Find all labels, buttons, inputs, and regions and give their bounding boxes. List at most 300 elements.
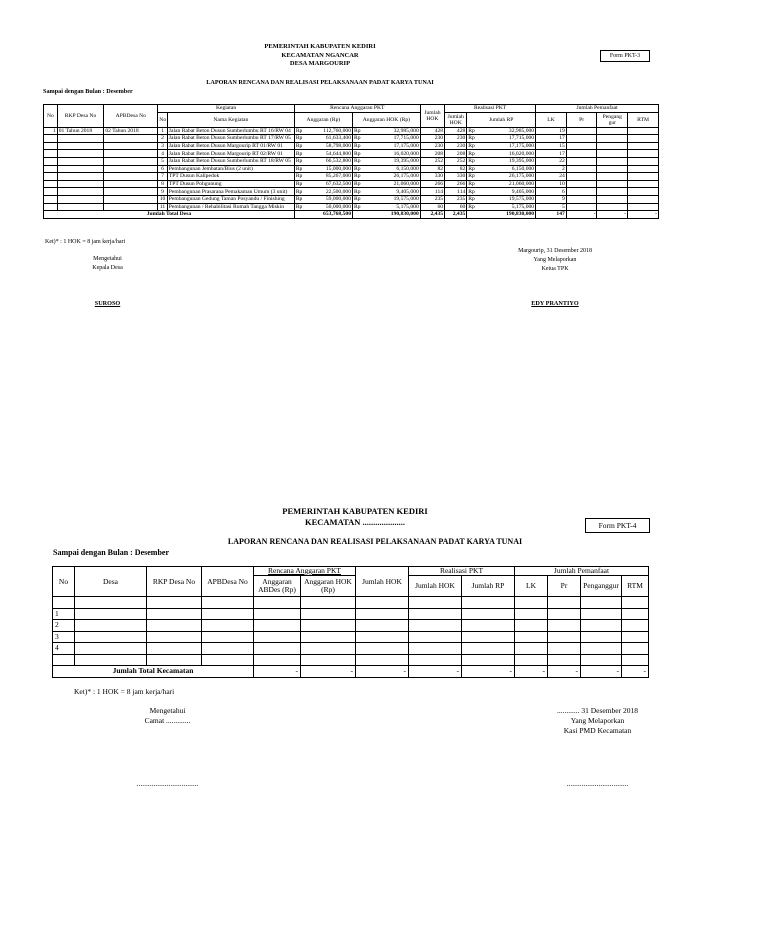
row-rtm <box>628 195 659 203</box>
col-nama: Nama Kegiatan <box>167 112 294 127</box>
row-rkp <box>57 203 104 211</box>
row-no <box>44 173 58 181</box>
col-real-hok <box>445 112 467 127</box>
row-apb <box>104 157 158 165</box>
form3-left-sign <box>65 255 150 273</box>
row-keg-no: 4 <box>158 150 168 158</box>
col-real-rp: Jumlah RP <box>462 576 515 597</box>
row-anggaran: 15,000,000 <box>306 165 353 173</box>
total-real-rp: 190,830,000 <box>478 211 535 219</box>
row-keg-no: 8 <box>158 180 168 188</box>
row-hok: 208 <box>420 150 444 158</box>
col-manfaat: Jumlah Pemanfaat <box>536 105 659 113</box>
row-currency: Rp <box>467 173 479 181</box>
total-pr: - <box>566 211 597 219</box>
row-real-rp: 19,395,000 <box>478 157 535 165</box>
row-rkp <box>57 173 104 181</box>
row-currency: Rp <box>467 135 479 143</box>
row-no <box>44 203 58 211</box>
row-anggaran: 66,532,800 <box>306 157 353 165</box>
row-currency: Rp <box>353 165 365 173</box>
total-dash: - <box>301 666 356 678</box>
table-row <box>53 631 649 643</box>
row-currency: Rp <box>294 188 306 196</box>
row-rkp <box>57 142 104 150</box>
total-dash: - <box>409 666 462 678</box>
table-row <box>53 608 649 620</box>
row-pr <box>566 203 597 211</box>
row-rtm <box>628 165 659 173</box>
row-currency: Rp <box>467 180 479 188</box>
col-lk: LK <box>536 112 567 127</box>
row-no <box>44 195 58 203</box>
row-lk: 17 <box>536 150 567 158</box>
row-penganggur <box>597 142 628 150</box>
row-penganggur <box>597 188 628 196</box>
col-manfaat: Jumlah Pemanfaat <box>515 567 649 576</box>
col-real-hok-label: Jumlah HOK <box>447 113 464 126</box>
row-pr <box>566 142 597 150</box>
col-realisasi: Realisasi PKT <box>445 105 536 113</box>
row-apb <box>104 150 158 158</box>
total-dash: - <box>462 666 515 678</box>
col-anggaran-hok-label: Anggaran HOK (Rp) <box>362 116 410 123</box>
row-anggaran: 59,000,000 <box>306 195 353 203</box>
form4-right-sign <box>540 706 655 736</box>
col-rencana: Rencana Anggaran PKT <box>294 105 420 113</box>
row-apb <box>104 135 158 143</box>
col-real-hok: Jumlah HOK <box>409 576 462 597</box>
row-currency: Rp <box>467 203 479 211</box>
form4-title: LAPORAN RENCANA DAN REALISASI PELAKSANAAN PADAT KARYA TUNAI <box>227 537 523 546</box>
row-real-hok: 428 <box>445 127 467 135</box>
form3-header-line: DESA MARGOURIP <box>289 60 351 67</box>
row-keg-no: 10 <box>159 196 166 203</box>
form4-note: Ket)* : 1 HOK = 8 jam kerja/hari <box>74 687 175 696</box>
col-desa: Desa <box>75 567 147 597</box>
row-nama: Pembangunan Jembatan/Bius (2 unit) <box>167 165 294 173</box>
row-no <box>44 180 58 188</box>
row-anggaran-hok: 9,405,000 <box>364 188 420 196</box>
row-real-rp: 21,060,000 <box>478 180 535 188</box>
row-apb <box>104 195 158 203</box>
row-nama: Pembangunan / Rehabilitasi Rumah Tangga Miskin <box>167 203 294 211</box>
row-real-hok: 208 <box>445 150 467 158</box>
row-real-hok: 330 <box>445 173 467 181</box>
right-sign-line: Margourip, 31 Desember 2018 <box>518 248 592 254</box>
table-row <box>53 597 649 609</box>
row-nama: TPT Dusun Kalipedok <box>167 173 294 181</box>
row-anggaran-hok: 6,150,000 <box>364 165 420 173</box>
row-lk: 6 <box>536 188 567 196</box>
form3-right-sign <box>500 247 610 274</box>
row-no <box>44 157 58 165</box>
row-nama: Jalan Rabat Beton Dusun Sumberlumbu RT 18/RW 05 <box>167 157 294 165</box>
form4-total-row <box>53 666 649 678</box>
table-row <box>44 142 659 150</box>
row-anggaran-hok: 5,175,000 <box>364 203 420 211</box>
form4-table <box>52 566 649 678</box>
row-lk: 9 <box>536 195 567 203</box>
row-rtm <box>628 142 659 150</box>
col-rkp: RKP Desa No <box>147 567 202 597</box>
row-real-rp: 32,985,000 <box>478 127 535 135</box>
form4-header-line: PEMERINTAH KABUPATEN KEDIRI <box>282 506 428 516</box>
col-penganggur <box>597 112 628 127</box>
row-nama: Pembangunan Prasarana Pemakaman Umum (3 unit) <box>167 188 294 196</box>
col-anggaran-hok <box>353 112 421 127</box>
row-pr <box>566 165 597 173</box>
row-rtm <box>628 150 659 158</box>
col-rkp: RKP Desa No <box>57 105 104 128</box>
table-row <box>44 173 659 181</box>
form3-total-row <box>44 211 659 219</box>
row-apb <box>104 188 158 196</box>
table-row <box>44 195 659 203</box>
row-lk: 19 <box>536 127 567 135</box>
row-rkp <box>57 135 104 143</box>
row-hok: 428 <box>420 127 444 135</box>
row-real-rp: 16,020,000 <box>478 150 535 158</box>
row-currency: Rp <box>353 135 365 143</box>
row-currency: Rp <box>353 173 365 181</box>
total-anggaran-hok: 190,830,000 <box>364 211 420 219</box>
total-anggaran: 653,768,500 <box>306 211 353 219</box>
col-lk: LK <box>515 576 548 597</box>
total-currency <box>353 211 365 219</box>
row-anggaran: 85,267,000 <box>306 173 353 181</box>
row-rtm <box>628 173 659 181</box>
form4-form-label: Form PKT-4 <box>585 518 650 533</box>
row-rtm <box>628 180 659 188</box>
row-anggaran-hok: 16,020,000 <box>364 150 420 158</box>
row-keg-no: 3 <box>158 142 168 150</box>
row-currency: Rp <box>294 195 306 203</box>
total-penganggur: - <box>597 211 628 219</box>
table-row <box>53 643 649 655</box>
row-nama: TPT Dusun Pohgunung <box>167 180 294 188</box>
row-currency: Rp <box>353 195 365 203</box>
row-hok: 252 <box>420 157 444 165</box>
row-pr <box>566 180 597 188</box>
row-keg-no: 2 <box>158 135 168 143</box>
row-pr <box>566 127 597 135</box>
row-anggaran: 50,000,000 <box>306 203 353 211</box>
row-currency: Rp <box>467 188 479 196</box>
form3-header <box>220 43 420 69</box>
row-currency: Rp <box>294 127 306 135</box>
left-sign-line: Mengetahui <box>93 256 122 262</box>
row-rkp <box>57 188 104 196</box>
col-penganggur-label: Pengang gur <box>602 113 622 126</box>
row-keg-no: 1 <box>158 127 168 135</box>
row-keg-no: 5 <box>158 157 168 165</box>
row-pr <box>566 173 597 181</box>
row-penganggur <box>597 173 628 181</box>
col-jumlah-hok <box>420 105 444 128</box>
total-hok: 2,435 <box>420 211 444 219</box>
row-rtm <box>628 203 659 211</box>
row-no <box>44 150 58 158</box>
col-ang-abdes <box>254 576 301 597</box>
row-no: 1 <box>44 127 58 135</box>
row-rtm <box>628 188 659 196</box>
col-real-rp: Jumlah RP <box>467 112 536 127</box>
row-pr <box>566 150 597 158</box>
right-sign-line: Yang Melaporkan <box>533 257 577 263</box>
row-anggaran: 22,500,000 <box>306 188 353 196</box>
left-sign-line: Kepala Desa <box>92 265 123 271</box>
col-apb: APBDesa No <box>202 567 254 597</box>
form3-note: Ket)* : 1 HOK = 8 jam kerja/hari <box>45 239 126 245</box>
row-penganggur <box>597 157 628 165</box>
row-no <box>44 188 58 196</box>
row-hok: 330 <box>420 173 444 181</box>
row-currency: Rp <box>294 142 306 150</box>
total-currency <box>467 211 479 219</box>
form3-header-line: KECAMATAN NGANCAR <box>281 51 359 59</box>
table-row <box>53 620 649 632</box>
row-anggaran-hok: 21,060,000 <box>364 180 420 188</box>
right-sign-line: Ketua TPK <box>541 266 569 272</box>
row-nama: Jalan Rabat Beton Dusun Margourip RT 02/RW 01 <box>167 150 294 158</box>
col-rencana-label: Rencana Anggaran PKT <box>268 566 341 575</box>
row-pr <box>566 135 597 143</box>
form4-header-line: KECAMATAN .................... <box>304 517 406 527</box>
form3-right-sign-name: EDY PRANTIYO <box>531 300 579 307</box>
table-row <box>44 135 659 143</box>
row-currency: Rp <box>294 203 306 211</box>
total-dash: - <box>254 666 301 678</box>
row-penganggur <box>597 165 628 173</box>
row-hok: 82 <box>420 165 444 173</box>
row-currency: Rp <box>353 180 365 188</box>
col-anggaran: Anggaran (Rp) <box>294 112 352 127</box>
row-real-rp: 19,575,000 <box>478 195 535 203</box>
form3-left-sign-name: SUROSO <box>94 300 121 307</box>
table-row <box>44 180 659 188</box>
row-penganggur <box>597 195 628 203</box>
row-real-rp: 17,175,000 <box>478 142 535 150</box>
right-sign-line: Kasi PMD Kecamatan <box>563 726 632 735</box>
row-no <box>44 165 58 173</box>
table-row <box>44 150 659 158</box>
row-keg-no: 6 <box>158 165 168 173</box>
row-apb <box>104 203 158 211</box>
row-anggaran: 112,760,000 <box>306 127 353 135</box>
total-label: Jumlah Total Desa <box>44 211 295 219</box>
row-lk: 5 <box>536 203 567 211</box>
row-nama: Jalan Rabat Beton Dusun Sumberlumbu RT 16/RW 04 <box>167 127 294 135</box>
form3-table <box>43 104 659 219</box>
row-real-hok: 266 <box>445 180 467 188</box>
row-anggaran: 54,644,800 <box>306 150 353 158</box>
left-sign-line: Mengetahui <box>149 706 186 715</box>
row-real-hok: 82 <box>445 165 467 173</box>
row-no: 3 <box>53 631 75 643</box>
form4-right-sign-dots: ................................. <box>566 779 629 788</box>
table-row <box>44 157 659 165</box>
right-sign-line: Yang Melaporkan <box>570 716 625 725</box>
form4-header <box>250 506 460 528</box>
row-real-hok: 230 <box>445 142 467 150</box>
total-currency <box>294 211 306 219</box>
col-jumlah-hok-label: Jumlah HOK <box>424 109 441 122</box>
row-anggaran-hok: 17,175,000 <box>364 142 420 150</box>
row-real-hok: 252 <box>445 157 467 165</box>
total-dash: - <box>515 666 548 678</box>
row-penganggur <box>597 180 628 188</box>
total-dash: - <box>356 666 409 678</box>
row-currency: Rp <box>294 157 306 165</box>
col-rencana <box>254 567 356 576</box>
row-real-hok: 114 <box>445 188 467 196</box>
row-hok: 266 <box>420 180 444 188</box>
total-real-hok: 2,435 <box>445 211 467 219</box>
row-currency: Rp <box>467 127 479 135</box>
row-anggaran: 61,633,400 <box>306 135 353 143</box>
row-currency: Rp <box>353 203 365 211</box>
col-kegiatan: Kegiatan <box>158 105 295 113</box>
table-row <box>44 165 659 173</box>
row-nama: Pembangunan Gedung Taman Posyandu / Finishing <box>167 195 294 203</box>
form4-period: Sampai dengan Bulan : Desember <box>53 548 170 557</box>
row-hok: 60 <box>420 203 444 211</box>
row-real-rp: 26,175,000 <box>478 173 535 181</box>
row-rkp <box>57 165 104 173</box>
row-keg-no: 9 <box>158 188 168 196</box>
table-row <box>53 654 649 666</box>
row-lk: 10 <box>536 180 567 188</box>
row-no: 2 <box>53 620 75 632</box>
total-label: Jumlah Total Kecamatan <box>53 666 254 678</box>
row-apb <box>104 142 158 150</box>
row-no <box>44 142 58 150</box>
col-keg-no: No <box>158 112 168 127</box>
row-currency: Rp <box>467 157 479 165</box>
row-real-rp: 6,150,000 <box>478 165 535 173</box>
row-pr <box>566 157 597 165</box>
row-currency: Rp <box>353 142 365 150</box>
row-currency: Rp <box>353 188 365 196</box>
row-lk: 22 <box>536 157 567 165</box>
row-real-hok: 230 <box>445 135 467 143</box>
col-apb: APBDesa No <box>104 105 158 128</box>
row-lk: 24 <box>536 173 567 181</box>
row-no <box>44 135 58 143</box>
row-rkp <box>57 195 104 203</box>
row-currency: Rp <box>294 150 306 158</box>
col-jumlah-hok: Jumlah HOK <box>356 567 409 597</box>
row-hok: 230 <box>420 142 444 150</box>
table-row <box>44 203 659 211</box>
row-lk: 15 <box>536 142 567 150</box>
form3-form-label: Form PKT-3 <box>600 50 650 62</box>
row-keg-no: 7 <box>158 173 168 181</box>
row-currency: Rp <box>353 150 365 158</box>
form4-left-sign-dots: ................................. <box>136 779 199 788</box>
row-anggaran: 58,798,000 <box>306 142 353 150</box>
row-rtm <box>628 127 659 135</box>
row-lk: 2 <box>536 165 567 173</box>
col-rtm: RTM <box>628 112 659 127</box>
col-ang-hok-label: Anggaran HOK (Rp) <box>304 576 352 594</box>
col-ang-abdes-label: Anggaran ABDes (Rp) <box>258 576 296 594</box>
row-hok: 114 <box>420 188 444 196</box>
row-lk: 17 <box>536 135 567 143</box>
row-nama: Jalan Rabat Beton Dusun Margourip RT 01/RW 01 <box>167 142 294 150</box>
row-pr <box>566 188 597 196</box>
total-lk: 147 <box>536 211 567 219</box>
total-dash: - <box>622 666 649 678</box>
row-penganggur <box>597 135 628 143</box>
col-realisasi: Realisasi PKT <box>409 567 515 576</box>
row-real-rp: 17,715,000 <box>478 135 535 143</box>
row-apb <box>104 165 158 173</box>
row-currency: Rp <box>467 165 479 173</box>
row-anggaran-hok: 19,575,000 <box>364 195 420 203</box>
row-currency: Rp <box>467 150 479 158</box>
table-row <box>44 127 659 135</box>
row-anggaran-hok: 17,715,000 <box>364 135 420 143</box>
row-rkp <box>57 150 104 158</box>
col-pr: Pr <box>548 576 581 597</box>
row-anggaran-hok: 32,985,000 <box>364 127 420 135</box>
row-rtm <box>628 157 659 165</box>
row-rkp <box>57 157 104 165</box>
row-no: 4 <box>53 643 75 655</box>
row-currency: Rp <box>467 195 479 203</box>
form3-title: LAPORAN RENCANA DAN REALISASI PELAKSANAAN PADAT KARYA TUNAI <box>206 79 434 86</box>
col-penganggur: Penganggur <box>581 576 622 597</box>
form3-header-line: PEMERINTAH KABUPATEN KEDIRI <box>264 43 376 50</box>
col-pr: Pr <box>566 112 597 127</box>
row-real-hok: 235 <box>445 195 467 203</box>
row-real-rp: 5,175,000 <box>478 203 535 211</box>
col-rtm: RTM <box>622 576 649 597</box>
left-sign-line: Camat ............. <box>144 716 191 725</box>
total-rtm: - <box>628 211 659 219</box>
row-rkp <box>57 180 104 188</box>
table-row <box>44 188 659 196</box>
row-apb <box>104 180 158 188</box>
row-keg-no: 11 <box>158 203 168 211</box>
col-no: No <box>53 567 75 597</box>
row-apb: 02 Tahun 2018 <box>104 127 158 135</box>
row-penganggur <box>597 127 628 135</box>
form4-left-sign <box>120 706 215 726</box>
row-currency: Rp <box>294 180 306 188</box>
form3-period: Sampai dengan Bulan : Desember <box>43 88 133 95</box>
row-real-rp: 9,405,000 <box>478 188 535 196</box>
row-apb <box>104 173 158 181</box>
row-currency: Rp <box>353 157 365 165</box>
row-anggaran-hok: 19,395,000 <box>364 157 420 165</box>
total-dash: - <box>581 666 622 678</box>
row-penganggur <box>597 150 628 158</box>
row-rkp: 01 Tahun 2018 <box>57 127 104 135</box>
row-currency: Rp <box>353 127 365 135</box>
row-pr <box>566 195 597 203</box>
total-dash: - <box>548 666 581 678</box>
row-rtm <box>628 135 659 143</box>
row-anggaran: 67,632,500 <box>306 180 353 188</box>
row-penganggur <box>597 203 628 211</box>
row-currency: Rp <box>294 165 306 173</box>
row-currency: Rp <box>294 173 306 181</box>
row-real-hok: 60 <box>445 203 467 211</box>
row-currency: Rp <box>294 135 306 143</box>
